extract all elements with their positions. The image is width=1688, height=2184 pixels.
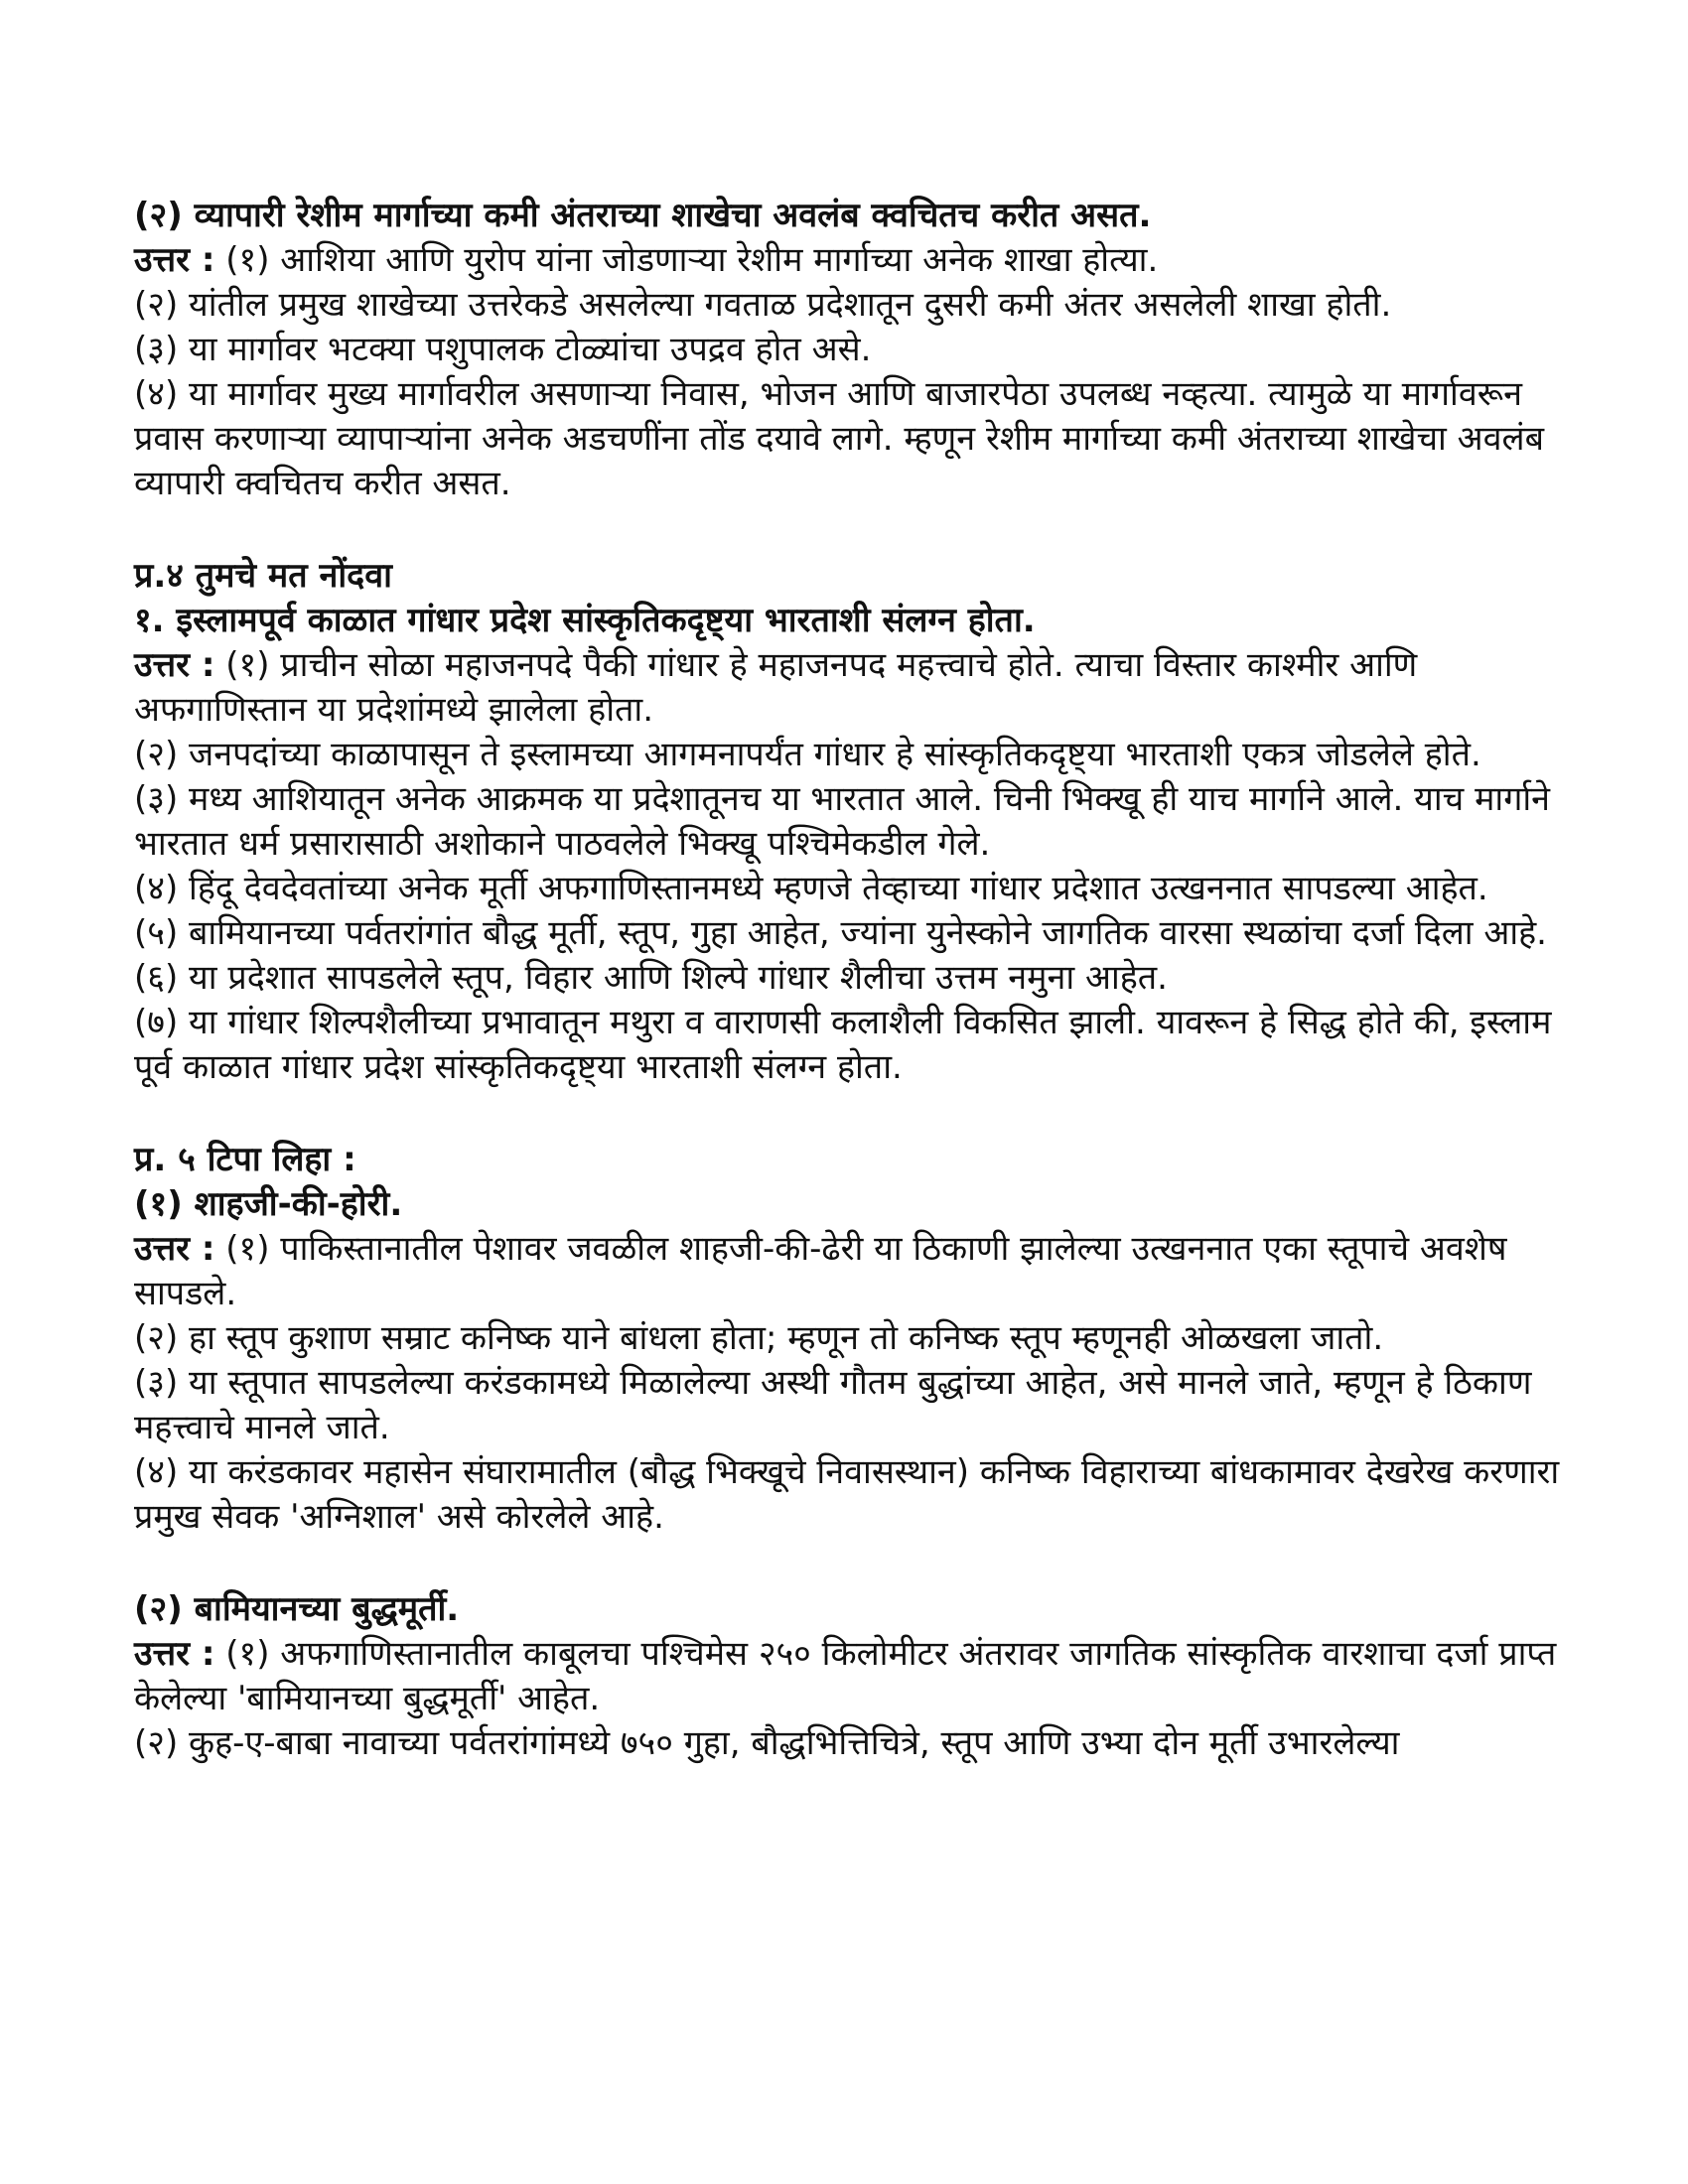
answer-section xyxy=(134,1587,1564,1766)
answer-point xyxy=(134,956,1564,1001)
section-heading: १. इस्लामपूर्व काळात गांधार प्रदेश सांस्कृतिकदृष्ट्या भारताशी संलग्न होता. xyxy=(134,601,1036,640)
answer-text: (४) या मार्गावर मुख्य मार्गावरील असणाऱ्या निवास, भोजन आणि बाजारपेठा उपलब्ध नव्हत्या. त्यामुळे या मार्गावरून प्रवास करणाऱ्या व्यापाऱ्यांना अनेक अडचणींना तोंड दयावे लागे. म्हणून रेशीम मार्गाच्या कमी अंतराच्या शाखेचा अवलंब व्यापारी क्वचितच करीत असत. xyxy=(134,374,1545,503)
answer-text: (२) हा स्तूप कुशाण सम्राट कनिष्क याने बांधला होता; म्हणून तो कनिष्क स्तूप म्हणूनही ओळखला जातो. xyxy=(134,1318,1384,1358)
answer-section xyxy=(134,554,1564,1090)
section-heading: प्र. ५ टिपा लिहा : xyxy=(134,1140,356,1179)
answer-label: उत्तर : xyxy=(134,1229,215,1269)
answer-text: (३) या स्तूपात सापडलेल्या करंडकामध्ये मिळालेल्या अस्थी गौतम बुद्धांच्या आहेत, असे मानले जाते, म्हणून हे ठिकाण xyxy=(134,1363,1532,1403)
answer-label: उत्तर : xyxy=(134,1634,215,1674)
answer-text: (२) यांतील प्रमुख शाखेच्या उत्तरेकडे असलेल्या गवताळ प्रदेशातून दुसरी कमी अंतर असलेली शाखा होती. xyxy=(134,285,1392,325)
answer-text: (२) जनपदांच्या काळापासून ते इस्लामच्या आगमनापर्यंत गांधार हे सांस्कृतिकदृष्ट्या भारताशी एकत्र जोडलेले होते. xyxy=(134,735,1481,774)
section-heading: (२) व्यापारी रेशीम मार्गाच्या कमी अंतराच्या शाखेचा अवलंब क्वचितच करीत असत. xyxy=(134,196,1152,235)
answer-text: (४) या करंडकावर महासेन संघारामातील (बौद्ध भिक्खूचे निवासस्थान) कनिष्क विहाराच्या बांधकामावर देखरेख करणारा प्रमुख सेवक 'अग्निशाल' असे कोरलेले आहे. xyxy=(134,1452,1560,1537)
answer-text: (४) हिंदू देवदेवतांच्या अनेक मूर्ती अफगाणिस्तानमध्ये म्हणजे तेव्हाच्या गांधार प्रदेशात उत्खननात सापडल्या आहेत. xyxy=(134,869,1488,908)
answer-section xyxy=(134,1138,1564,1540)
answer-text: (१) आशिया आणि युरोप यांना जोडणाऱ्या रेशीम मार्गाच्या अनेक शाखा होत्या. xyxy=(225,240,1159,280)
answer-point xyxy=(134,643,1564,733)
answer-point xyxy=(134,1406,1564,1450)
answer-point xyxy=(134,1227,1564,1316)
answer-text: (१) पाकिस्तानातील पेशावर जवळील शाहजी-की-ढेरी या ठिकाणी झालेल्या उत्खननात एका स्तूपाचे अवशेष सापडले. xyxy=(134,1229,1507,1313)
answer-section xyxy=(134,194,1564,506)
answer-point xyxy=(134,1001,1564,1090)
answer-text: महत्त्वाचे मानले जाते. xyxy=(134,1408,390,1447)
answer-text: (६) या प्रदेशात सापडलेले स्तूप, विहार आणि शिल्पे गांधार शैलीचा उत्तम नमुना आहेत. xyxy=(134,958,1168,998)
answer-text: (२) कुह-ए-बाबा नावाच्या पर्वतरांगांमध्ये ७५० गुहा, बौद्धभित्तिचित्रे, स्तूप आणि उभ्या दोन मूर्ती उभारलेल्या xyxy=(134,1723,1400,1763)
answer-text: (५) बामियानच्या पर्वतरांगांत बौद्ध मूर्ती, स्तूप, गुहा आहेत, ज्यांना युनेस्कोने जागतिक वारसा स्थळांचा दर्जा दिला आहे. xyxy=(134,913,1547,953)
answer-point xyxy=(134,283,1564,328)
answer-label: उत्तर : xyxy=(134,645,215,685)
answer-text: (७) या गांधार शिल्पशैलीच्या प्रभावातून मथुरा व वाराणसी कलाशैली विकसित झाली. यावरून हे सिद्ध होते की, इस्लाम पूर्व काळात गांधार प्रदेश सांस्कृतिकदृष्ट्या भारताशी संलग्न होता. xyxy=(134,1003,1552,1087)
answer-point xyxy=(134,911,1564,956)
answer-point xyxy=(134,733,1564,777)
answer-point xyxy=(134,1316,1564,1361)
section-heading: प्र.४ तुमचे मत नोंदवा xyxy=(134,556,392,596)
answer-point xyxy=(134,238,1564,283)
answer-point xyxy=(134,328,1564,372)
answer-point xyxy=(134,1450,1564,1540)
answer-point xyxy=(134,1632,1564,1721)
section-heading: (२) बामियानच्या बुद्धमूर्ती. xyxy=(134,1589,460,1629)
answer-point xyxy=(134,777,1564,867)
answer-label: उत्तर : xyxy=(134,240,215,280)
answer-point xyxy=(134,867,1564,911)
answer-point xyxy=(134,372,1564,506)
answer-text: (१) अफगाणिस्तानातील काबूलचा पश्चिमेस २५० किलोमीटर अंतरावर जागतिक सांस्कृतिक वारशाचा दर्जा प्राप्त केलेल्या 'बामियानच्या बुद्धमूर्ती' आहेत. xyxy=(134,1634,1557,1718)
answer-text: (३) या मार्गावर भटक्या पशुपालक टोळ्यांचा उपद्रव होत असे. xyxy=(134,330,872,369)
answer-point xyxy=(134,1361,1564,1406)
answer-text: (१) प्राचीन सोळा महाजनपदे पैकी गांधार हे महाजनपद महत्त्वाचे होते. त्याचा विस्तार काश्मीर आणि अफगाणिस्तान या प्रदेशांमध्ये झालेला होता. xyxy=(134,645,1418,730)
document-page xyxy=(134,194,1564,1766)
answer-text: (३) मध्य आशियातून अनेक आक्रमक या प्रदेशातूनच या भारतात आले. चिनी भिक्खू ही याच मार्गाने आले. याच मार्गाने भारतात धर्म प्रसारासाठी अशोकाने पाठवलेले भिक्खू पश्चिमेकडील गेले. xyxy=(134,779,1551,864)
answer-point xyxy=(134,1721,1564,1766)
section-heading: (१) शाहजी-की-होरी. xyxy=(134,1184,403,1224)
